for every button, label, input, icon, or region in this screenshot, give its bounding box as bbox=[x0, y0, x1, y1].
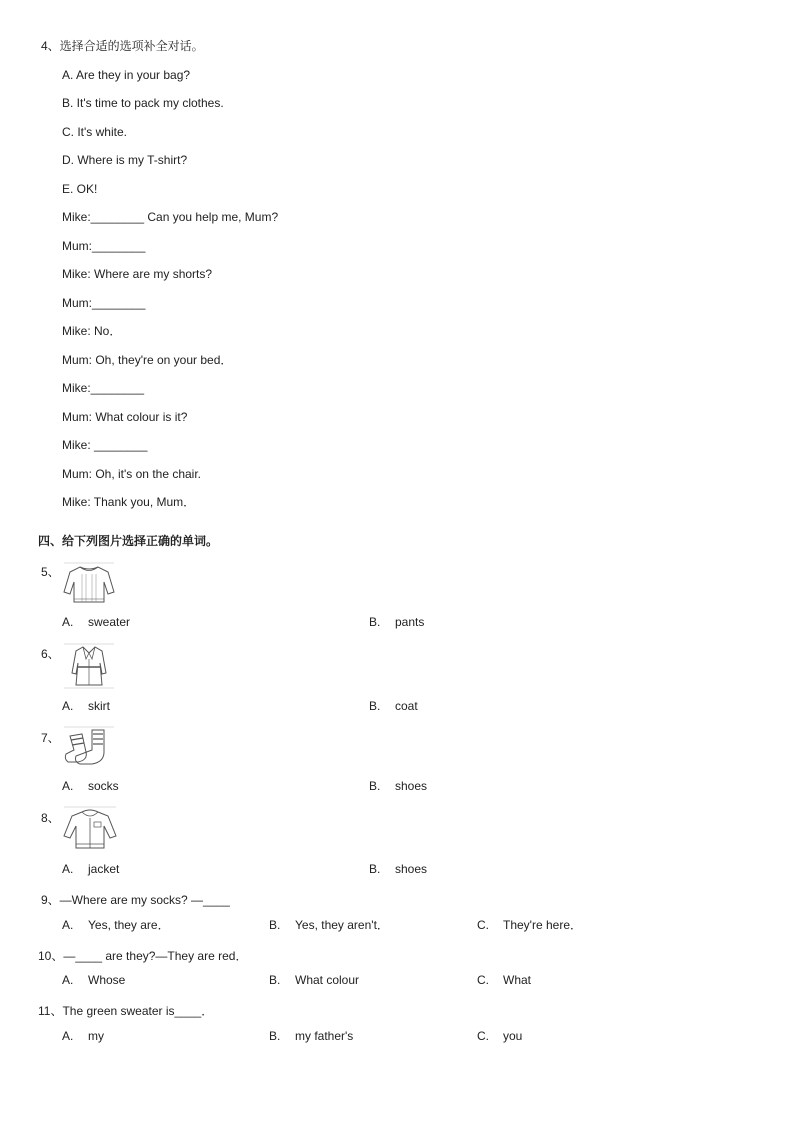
option-letter: A. bbox=[62, 862, 74, 876]
dialogue-line: Mike: ________ bbox=[62, 438, 148, 452]
option-letter: C. bbox=[477, 973, 489, 987]
option-text: Whose bbox=[88, 973, 126, 987]
option-text: sweater bbox=[88, 615, 131, 629]
option-text: jacket bbox=[88, 862, 120, 876]
option-letter: A. bbox=[62, 699, 74, 713]
option-text: Yes, they aren't． bbox=[295, 918, 389, 932]
q4-option-b: B. It's time to pack my clothes. bbox=[62, 96, 224, 110]
dialogue-line: Mike: Where are my shorts? bbox=[62, 267, 213, 281]
option-letter: A. bbox=[62, 1029, 74, 1043]
question-number: 8、 bbox=[41, 811, 60, 825]
option-letter: C. bbox=[477, 918, 489, 932]
option-text: shoes bbox=[395, 862, 428, 876]
option-letter: B. bbox=[369, 779, 381, 793]
option-letter: A. bbox=[62, 973, 74, 987]
option-text: my bbox=[88, 1029, 104, 1043]
option-a[interactable] bbox=[62, 779, 119, 793]
option-text: my father's bbox=[295, 1029, 354, 1043]
option-letter: A. bbox=[62, 779, 74, 793]
option-text: skirt bbox=[88, 699, 110, 713]
option-b[interactable] bbox=[369, 699, 418, 713]
dialogue-line: Mum:________ bbox=[62, 296, 146, 310]
option-a[interactable] bbox=[62, 615, 130, 629]
option-text: What colour bbox=[295, 973, 360, 987]
q4-option-d: D. Where is my T-shirt? bbox=[62, 153, 188, 167]
option-text: shoes bbox=[395, 779, 428, 793]
q4-option-a: A. Are they in your bag? bbox=[62, 68, 191, 82]
option-c[interactable] bbox=[477, 1029, 522, 1043]
option-text: socks bbox=[88, 779, 119, 793]
option-c[interactable] bbox=[477, 918, 582, 932]
option-text: you bbox=[503, 1029, 523, 1043]
question-number: 7、 bbox=[41, 731, 60, 745]
socks-icon bbox=[62, 726, 116, 773]
section-title: 四、给下列图片选择正确的单词。 bbox=[38, 534, 219, 548]
option-b[interactable] bbox=[369, 862, 427, 876]
option-b[interactable] bbox=[269, 918, 389, 932]
dialogue-line: Mum: Oh, it's on the chair. bbox=[62, 467, 202, 481]
option-a[interactable] bbox=[62, 1029, 104, 1043]
q4-option-c: C. It's white. bbox=[62, 125, 127, 139]
question-number: 5、 bbox=[41, 565, 60, 579]
question-stem: 9、—Where are my socks? —____ bbox=[41, 893, 230, 907]
dialogue-line: Mum:________ bbox=[62, 239, 146, 253]
option-letter: B. bbox=[369, 615, 381, 629]
option-a[interactable] bbox=[62, 973, 125, 987]
option-letter: B. bbox=[369, 699, 381, 713]
question-stem: 10、—____ are they?—They are red． bbox=[38, 949, 248, 963]
jacket-icon bbox=[62, 806, 118, 855]
option-a[interactable] bbox=[62, 699, 110, 713]
option-a[interactable] bbox=[62, 862, 119, 876]
option-c[interactable] bbox=[477, 973, 531, 987]
option-text: pants bbox=[395, 615, 425, 629]
question-number: 6、 bbox=[41, 647, 60, 661]
dialogue-line: Mike:________ Can you help me, Mum? bbox=[62, 210, 279, 224]
option-letter: B. bbox=[369, 862, 381, 876]
option-text: coat bbox=[395, 699, 418, 713]
question-4-title: 4、选择合适的选项补全对话。 bbox=[41, 39, 204, 53]
option-b[interactable] bbox=[269, 1029, 353, 1043]
option-letter: B. bbox=[269, 1029, 281, 1043]
option-letter: A. bbox=[62, 918, 74, 932]
option-text: What bbox=[503, 973, 532, 987]
option-letter: B. bbox=[269, 973, 281, 987]
option-letter: B. bbox=[269, 918, 281, 932]
sweater-icon bbox=[62, 562, 116, 611]
option-text: They're here． bbox=[503, 918, 582, 932]
option-letter: C. bbox=[477, 1029, 489, 1043]
option-text: Yes, they are． bbox=[88, 918, 170, 932]
dialogue-line: Mike:________ bbox=[62, 381, 145, 395]
dialogue-line: Mike: No． bbox=[62, 324, 122, 338]
dialogue-line: Mum: What colour is it? bbox=[62, 410, 188, 424]
option-b[interactable] bbox=[269, 973, 359, 987]
coat-icon bbox=[62, 643, 116, 692]
dialogue-line: Mike: Thank you, Mum． bbox=[62, 495, 196, 509]
question-stem: 11、The green sweater is____． bbox=[38, 1004, 214, 1018]
option-letter: A. bbox=[62, 615, 74, 629]
q4-option-e: E. OK! bbox=[62, 182, 98, 196]
option-b[interactable] bbox=[369, 779, 427, 793]
option-a[interactable] bbox=[62, 918, 170, 932]
dialogue-line: Mum: Oh, they're on your bed． bbox=[62, 353, 233, 367]
option-b[interactable] bbox=[369, 615, 424, 629]
